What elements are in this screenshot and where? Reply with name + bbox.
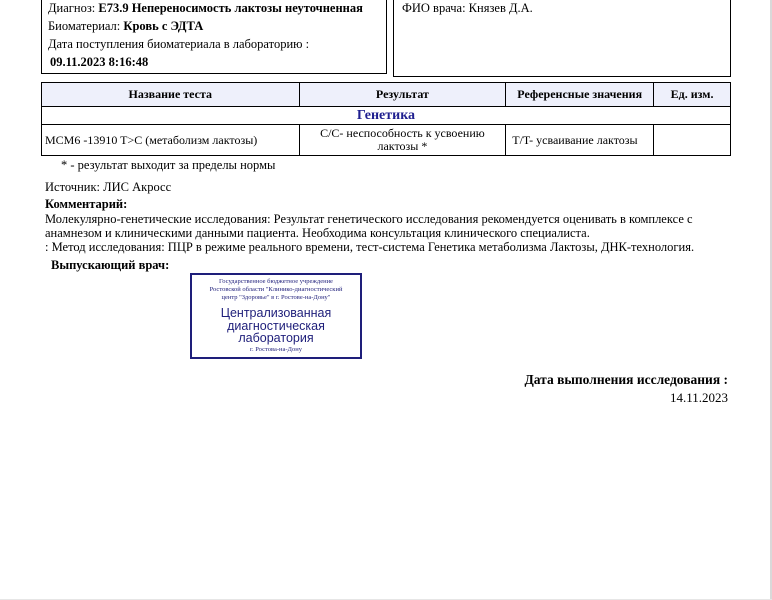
diagnosis-label: Диагноз: [48, 1, 96, 15]
cell-test-name: MCM6 -13910 T>C (метаболизм лактозы) [42, 125, 300, 156]
execution-date-label: Дата выполнения исследования : [524, 372, 728, 387]
header-reference: Референсные значения [506, 83, 654, 107]
received-date: 09.11.2023 8:16:48 [50, 55, 149, 69]
comment-line: Молекулярно-генетические исследования: Результат генетического исследования рекомендуется оценивать в комплексе с [45, 212, 693, 226]
received-label: Дата поступления биоматериала в лабораторию : [48, 37, 310, 51]
execution-date: 14.11.2023 [669, 390, 728, 405]
stamp-line: Ростовской области "Клинико-диагностический [209, 286, 343, 293]
stamp-title-line: диагностическая [227, 318, 325, 333]
table-row [42, 125, 731, 156]
header-test-name: Название теста [42, 83, 300, 107]
section-genetics: Генетика [42, 107, 731, 125]
source-line: Источник: ЛИС Акросс [45, 180, 172, 194]
section-row [42, 107, 731, 125]
stamp-title-line: лаборатория [238, 331, 314, 345]
doctor-line: ФИО врача: Князев Д.А. [402, 1, 533, 15]
table-header-row [42, 83, 731, 107]
doctor-info-box [393, 0, 731, 77]
header-unit: Ед. изм. [654, 83, 731, 107]
cell-reference: T/T- усваивание лактозы [506, 125, 654, 156]
stamp-line: центр "Здоровье" в г. Ростове-на-Дону" [221, 294, 331, 301]
results-table [41, 82, 731, 156]
footnote: * - результат выходит за пределы нормы [61, 158, 276, 172]
biomaterial-line [48, 17, 386, 35]
comment-line: анамнезом и клиническими данными пациента. Необходима консультация клинического специалиста. [45, 226, 590, 240]
issuing-doctor-label: Выпускающий врач: [51, 258, 170, 272]
cell-unit [654, 125, 731, 156]
diagnosis-value: E73.9 Непереносимость лактозы неуточненная [98, 1, 363, 15]
patient-info-box [41, 0, 387, 74]
stamp-city: г. Ростова-на-Дону [250, 345, 302, 353]
comment-line: : Метод исследования: ПЦР в режиме реального времени, тест-система Генетика метаболизма Лактозы, ДНК-технология. [45, 240, 695, 254]
biomaterial-label: Биоматериал: [48, 19, 121, 33]
biomaterial-value: Кровь с ЭДТА [123, 19, 204, 33]
stamp-title-line: Централизованная [220, 306, 332, 320]
header-result: Результат [299, 83, 506, 107]
diagnosis-line [48, 0, 386, 17]
stamp-org-text [192, 278, 360, 302]
comment-text [45, 212, 735, 254]
laboratory-stamp [190, 273, 362, 359]
comment-title: Комментарий: [45, 197, 128, 211]
stamp-title [192, 307, 360, 345]
stamp-line: Государственное бюджетное учреждение [219, 278, 333, 285]
cell-result: C/C- неспособность к усвоению лактозы * [299, 125, 506, 156]
